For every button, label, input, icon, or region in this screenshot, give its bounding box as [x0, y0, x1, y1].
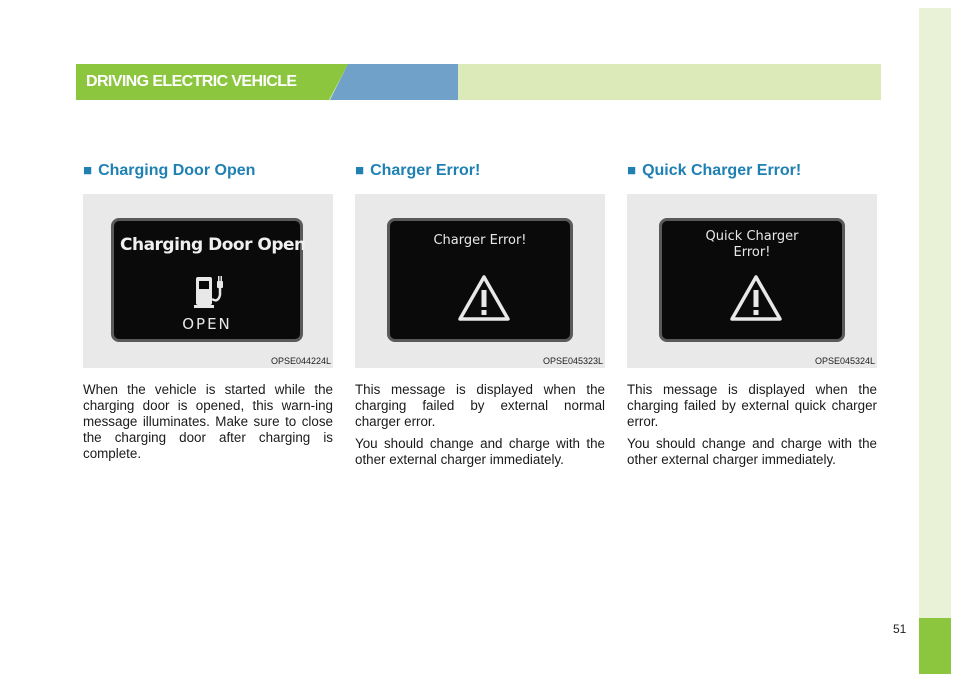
- header-blue-block: [330, 64, 458, 100]
- figure-code: OPSE044224L: [270, 356, 331, 366]
- section-quick-charger-error: [627, 162, 877, 467]
- paragraph: This message is displayed when the charging failed by external normal charger error.: [355, 382, 605, 429]
- figure-charging-door-open: [83, 194, 333, 368]
- square-bullet-icon: ■: [355, 162, 365, 179]
- paragraph: You should change and charge with the other external charger immediately.: [627, 436, 877, 467]
- side-strip: [919, 8, 951, 674]
- warning-triangle-icon: [728, 273, 784, 323]
- figure-charger-error: [355, 194, 605, 368]
- figure-code: OPSE045324L: [814, 356, 875, 366]
- charging-plug-icon: [192, 273, 232, 313]
- figure-code: OPSE045323L: [542, 356, 603, 366]
- section-heading: ■ Quick Charger Error!: [627, 162, 802, 179]
- section-heading: ■ Charging Door Open: [83, 162, 256, 179]
- cluster-display: [111, 218, 306, 342]
- figure-quick-charger-error: [627, 194, 877, 368]
- display-subtitle: OPEN: [182, 315, 232, 333]
- display-title: Quick Charger Error!: [705, 229, 799, 260]
- square-bullet-icon: ■: [627, 162, 637, 179]
- cluster-display: [387, 218, 573, 342]
- square-bullet-icon: ■: [83, 162, 93, 179]
- section-body: [627, 382, 877, 474]
- paragraph: You should change and charge with the other external charger immediately.: [355, 436, 605, 467]
- paragraph: This message is displayed when the charging failed by external quick charger error.: [627, 382, 877, 429]
- page-tab: [919, 618, 951, 674]
- warning-triangle-icon: [456, 273, 512, 323]
- section-body: [83, 382, 333, 468]
- section-body: [355, 382, 605, 474]
- paragraph: When the vehicle is started while the charging door is opened, this warn-ing message illuminates. Make sure to close the charging door after charging is complete.: [83, 382, 333, 461]
- page-number: 51: [893, 622, 907, 636]
- header-title: DRIVING ELECTRIC VEHICLE: [86, 73, 297, 90]
- section-charger-error: [355, 162, 605, 467]
- display-title: Charger Error!: [433, 233, 527, 248]
- cluster-display: [659, 218, 845, 342]
- section-charging-door-open: [83, 162, 333, 461]
- display-title: Charging Door Open: [120, 235, 306, 255]
- section-heading: ■ Charger Error!: [355, 162, 481, 179]
